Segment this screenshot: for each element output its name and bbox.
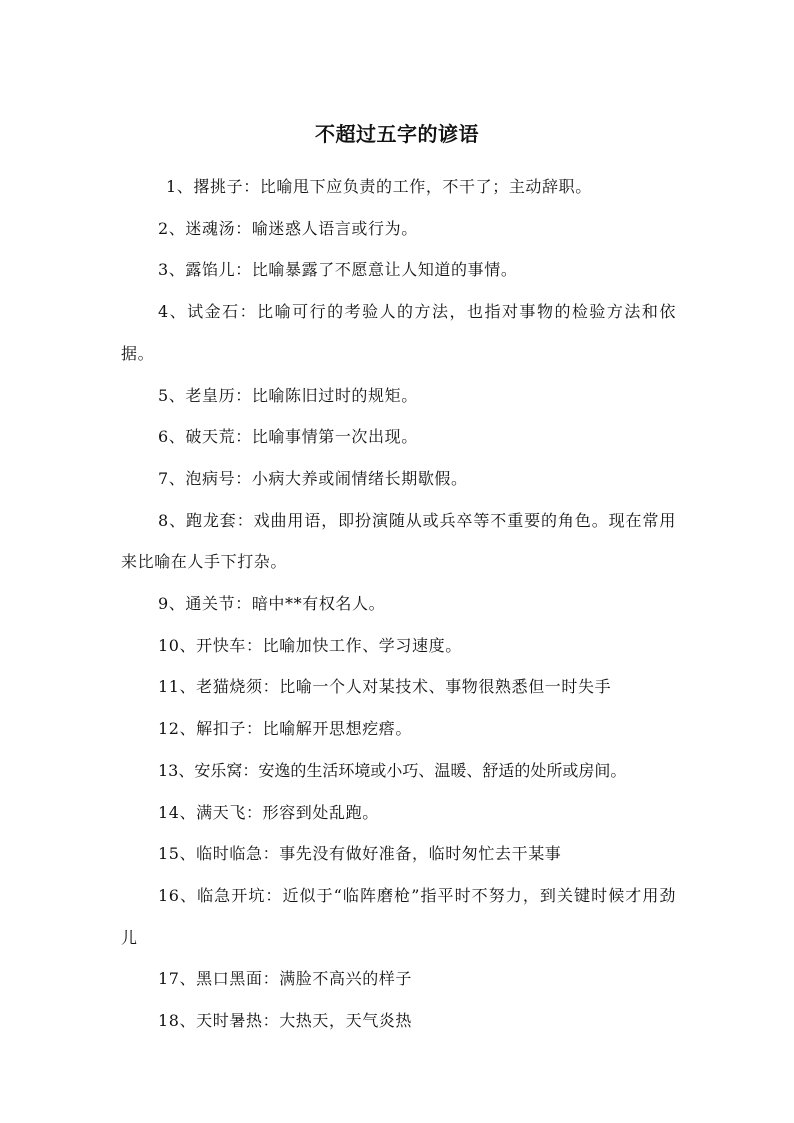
item-definition: 形容到处乱跑。: [262, 802, 379, 822]
item-term: 开快车: [196, 635, 246, 655]
item-term: 安乐窝: [194, 760, 243, 780]
item-term: 撂挑子: [193, 177, 244, 196]
list-item: [121, 291, 676, 374]
item-term: 迷魂汤: [185, 218, 236, 238]
item-term: 跑龙套: [186, 510, 237, 530]
item-separator: ：: [245, 802, 263, 822]
list-item: [121, 166, 676, 208]
item-term: 临时临急: [196, 844, 263, 864]
item-separator: ：: [235, 260, 252, 280]
list-item: [121, 416, 676, 458]
item-definition: 比喻可行的考验人的方法，也指对事物的检验方法和依据。: [121, 302, 676, 363]
item-number: 9、: [158, 594, 186, 614]
item-definition: 小病大养或闹情绪长期歇假。: [251, 468, 468, 488]
item-definition: 暗中**有权名人。: [251, 594, 386, 614]
item-separator: ：: [235, 468, 252, 488]
item-definition: 比喻事情第一次出现。: [251, 427, 418, 447]
list-item: [121, 583, 676, 625]
item-separator: ：: [262, 844, 280, 864]
item-term: 满天飞: [196, 802, 246, 822]
item-term: 临急开坑: [197, 885, 266, 905]
item-term: 通关节: [185, 594, 236, 614]
item-number: 7、: [158, 468, 186, 488]
list-item: [121, 1000, 676, 1042]
list-item: [121, 958, 676, 1000]
item-definition: 喻迷惑人语言或行为。: [251, 218, 418, 238]
item-number: 8、: [158, 510, 186, 530]
item-separator: ：: [235, 385, 252, 405]
item-number: 4、: [158, 302, 188, 322]
item-separator: ：: [242, 760, 259, 780]
item-number: 18、: [158, 1011, 197, 1031]
list-item: [121, 875, 676, 958]
item-number: 10、: [158, 635, 197, 655]
item-term: 泡病号: [185, 468, 236, 488]
item-separator: ：: [235, 594, 252, 614]
item-definition: 事先没有做好准备，临时匆忙去干某事: [279, 844, 562, 864]
item-separator: ：: [235, 218, 252, 238]
list-item: [121, 625, 676, 667]
document-title: 不超过五字的谚语: [315, 122, 479, 146]
item-number: 13、: [158, 760, 195, 780]
item-separator: ：: [235, 427, 252, 447]
item-term: 试金石: [187, 302, 240, 322]
list-item: [121, 375, 676, 417]
list-item: [121, 208, 676, 250]
list-item: [121, 708, 676, 750]
list-item: [121, 666, 676, 708]
item-separator: ：: [262, 969, 280, 989]
item-number: 17、: [158, 969, 197, 989]
item-separator: ：: [262, 677, 280, 697]
item-number: 15、: [158, 844, 197, 864]
item-number: 11、: [158, 677, 197, 697]
item-term: 露馅儿: [185, 260, 236, 280]
item-separator: ：: [236, 510, 254, 530]
item-number: 2、: [158, 218, 186, 238]
item-definition: 满脸不高兴的样子: [279, 969, 412, 989]
item-separator: ：: [245, 635, 263, 655]
proverb-list: [121, 166, 676, 1042]
list-item: [121, 500, 676, 583]
item-term: 天时暑热: [196, 1011, 263, 1031]
list-item: [121, 792, 676, 834]
list-item: [121, 249, 676, 291]
item-term: 老皇历: [185, 385, 236, 405]
item-term: 黑口黑面: [196, 969, 263, 989]
item-definition: 比喻甩下应负责的工作，不干了；主动辞职。: [259, 177, 592, 196]
list-item: [121, 833, 676, 875]
item-separator: ：: [243, 177, 260, 196]
item-definition: 近似于“临阵磨枪”指平时不努力，到关键时候才用劲儿: [121, 885, 676, 947]
item-definition: 比喻暴露了不愿意让人知道的事情。: [251, 260, 518, 280]
item-term: 解扣子: [196, 719, 246, 739]
list-item: [121, 750, 676, 792]
item-number: 16、: [158, 885, 198, 905]
list-item: [121, 458, 676, 500]
item-definition: 比喻陈旧过时的规矩。: [251, 385, 418, 405]
item-number: 6、: [158, 427, 186, 447]
item-definition: 比喻解开思想疙瘩。: [262, 719, 412, 739]
item-separator: ：: [265, 885, 283, 905]
item-definition: 比喻加快工作、学习速度。: [262, 635, 462, 655]
item-definition: 安逸的生活环境或小巧、温暖、舒适的处所或房间。: [258, 760, 627, 780]
item-term: 老猫烧须: [196, 677, 263, 697]
item-number: 14、: [158, 802, 197, 822]
item-number: 5、: [158, 385, 186, 405]
item-definition: 戏曲用语，即扮演随从或兵卒等不重要的角色。现在常用来比喻在人手下打杂。: [121, 510, 676, 572]
item-number: 3、: [158, 260, 186, 280]
item-term: 破天荒: [185, 427, 236, 447]
item-definition: 大热天，天气炎热: [279, 1011, 412, 1031]
item-number: 12、: [158, 719, 197, 739]
item-definition: 比喻一个人对某技术、事物很熟悉但一时失手: [279, 677, 612, 697]
item-number: 1、: [166, 177, 194, 196]
item-separator: ：: [245, 719, 263, 739]
item-separator: ：: [262, 1011, 280, 1031]
item-separator: ：: [239, 302, 258, 322]
